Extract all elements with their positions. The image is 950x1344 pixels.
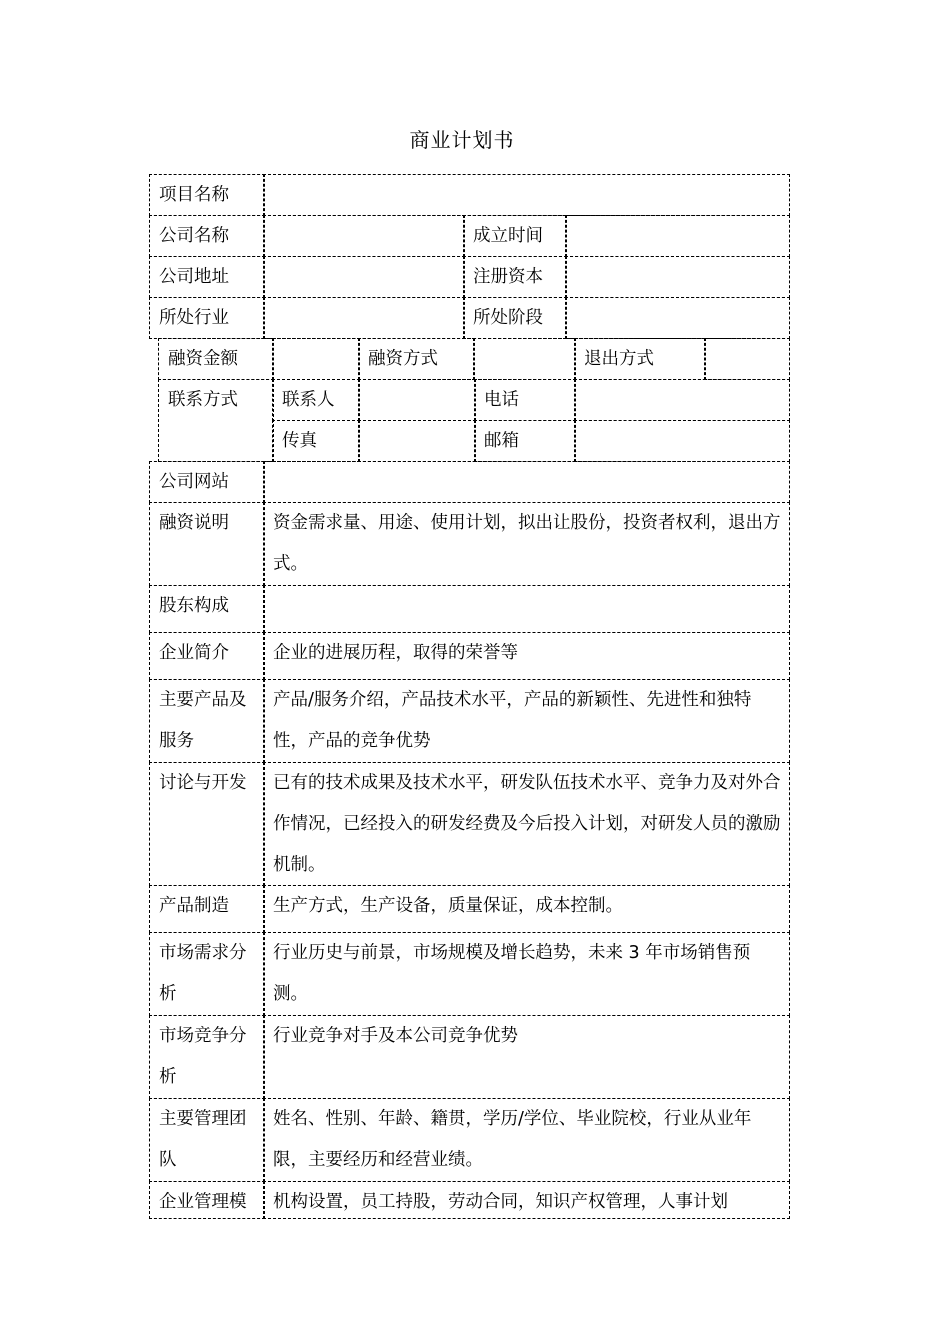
products-label: 主要产品及服务: [149, 679, 265, 763]
contact-label: 联系方式: [158, 379, 274, 462]
registered-capital-field[interactable]: [565, 256, 790, 298]
contact-person-field[interactable]: [358, 379, 476, 421]
manufacturing-label: 产品制造: [149, 885, 265, 933]
management-model-label: 企业管理模: [149, 1181, 265, 1219]
financing-note-field[interactable]: 资金需求量、用途、使用计划，拟出让股份，投资者权利，退出方式。: [263, 502, 790, 586]
management-team-label: 主要管理团队: [149, 1098, 265, 1182]
market-demand-field[interactable]: 行业历史与前景，市场规模及增长趋势，未来 3 年市场销售预测。: [263, 932, 790, 1016]
shareholders-field[interactable]: [263, 585, 790, 633]
project-name-label: 项目名称: [149, 174, 265, 216]
company-name-field[interactable]: [263, 215, 465, 257]
company-intro-field[interactable]: 企业的进展历程，取得的荣誉等: [263, 632, 790, 680]
shareholders-label: 股东构成: [149, 585, 265, 633]
email-field[interactable]: [574, 420, 790, 462]
exit-method-field[interactable]: [704, 338, 790, 380]
website-field[interactable]: [263, 461, 790, 503]
email-label: 邮箱: [474, 420, 576, 462]
founded-date-field[interactable]: [565, 215, 790, 257]
registered-capital-label: 注册资本: [463, 256, 567, 298]
stage-field[interactable]: [565, 297, 790, 339]
market-competition-field[interactable]: 行业竞争对手及本公司竞争优势: [263, 1015, 790, 1099]
industry-field[interactable]: [263, 297, 465, 339]
website-label: 公司网站: [149, 461, 265, 503]
management-team-field[interactable]: 姓名、性别、年龄、籍贯，学历/学位、毕业院校，行业从业年限，主要经历和经营业绩。: [263, 1098, 790, 1182]
manufacturing-field[interactable]: 生产方式，生产设备，质量保证，成本控制。: [263, 885, 790, 933]
financing-method-field[interactable]: [473, 338, 576, 380]
phone-label: 电话: [474, 379, 576, 421]
company-address-label: 公司地址: [149, 256, 265, 298]
founded-date-label: 成立时间: [463, 215, 567, 257]
fax-field[interactable]: [358, 420, 476, 462]
exit-method-label: 退出方式: [574, 338, 706, 380]
industry-label: 所处行业: [149, 297, 265, 339]
document-title: 商业计划书: [409, 128, 515, 152]
management-model-field[interactable]: 机构设置，员工持股，劳动合同，知识产权管理，人事计划: [263, 1181, 790, 1219]
stage-label: 所处阶段: [463, 297, 567, 339]
financing-note-label: 融资说明: [149, 502, 265, 586]
financing-amount-label: 融资金额: [158, 338, 274, 380]
fax-label: 传真: [272, 420, 360, 462]
company-intro-label: 企业简介: [149, 632, 265, 680]
phone-field[interactable]: [574, 379, 790, 421]
company-name-label: 公司名称: [149, 215, 265, 257]
products-field[interactable]: 产品/服务介绍，产品技术水平，产品的新颖性、先进性和独特性，产品的竞争优势: [263, 679, 790, 763]
company-address-field[interactable]: [263, 256, 465, 298]
rnd-label: 讨论与开发: [149, 762, 265, 886]
financing-method-label: 融资方式: [358, 338, 475, 380]
market-competition-label: 市场竞争分析: [149, 1015, 265, 1099]
business-plan-form: [149, 174, 790, 1219]
financing-amount-field[interactable]: [272, 338, 360, 380]
project-name-field[interactable]: [263, 174, 790, 216]
contact-person-label: 联系人: [272, 379, 360, 421]
rnd-field[interactable]: 已有的技术成果及技术水平，研发队伍技术水平、竞争力及对外合作情况，已经投入的研发经费及今后投入计划，对研发人员的激励机制。: [263, 762, 790, 886]
market-demand-label: 市场需求分析: [149, 932, 265, 1016]
